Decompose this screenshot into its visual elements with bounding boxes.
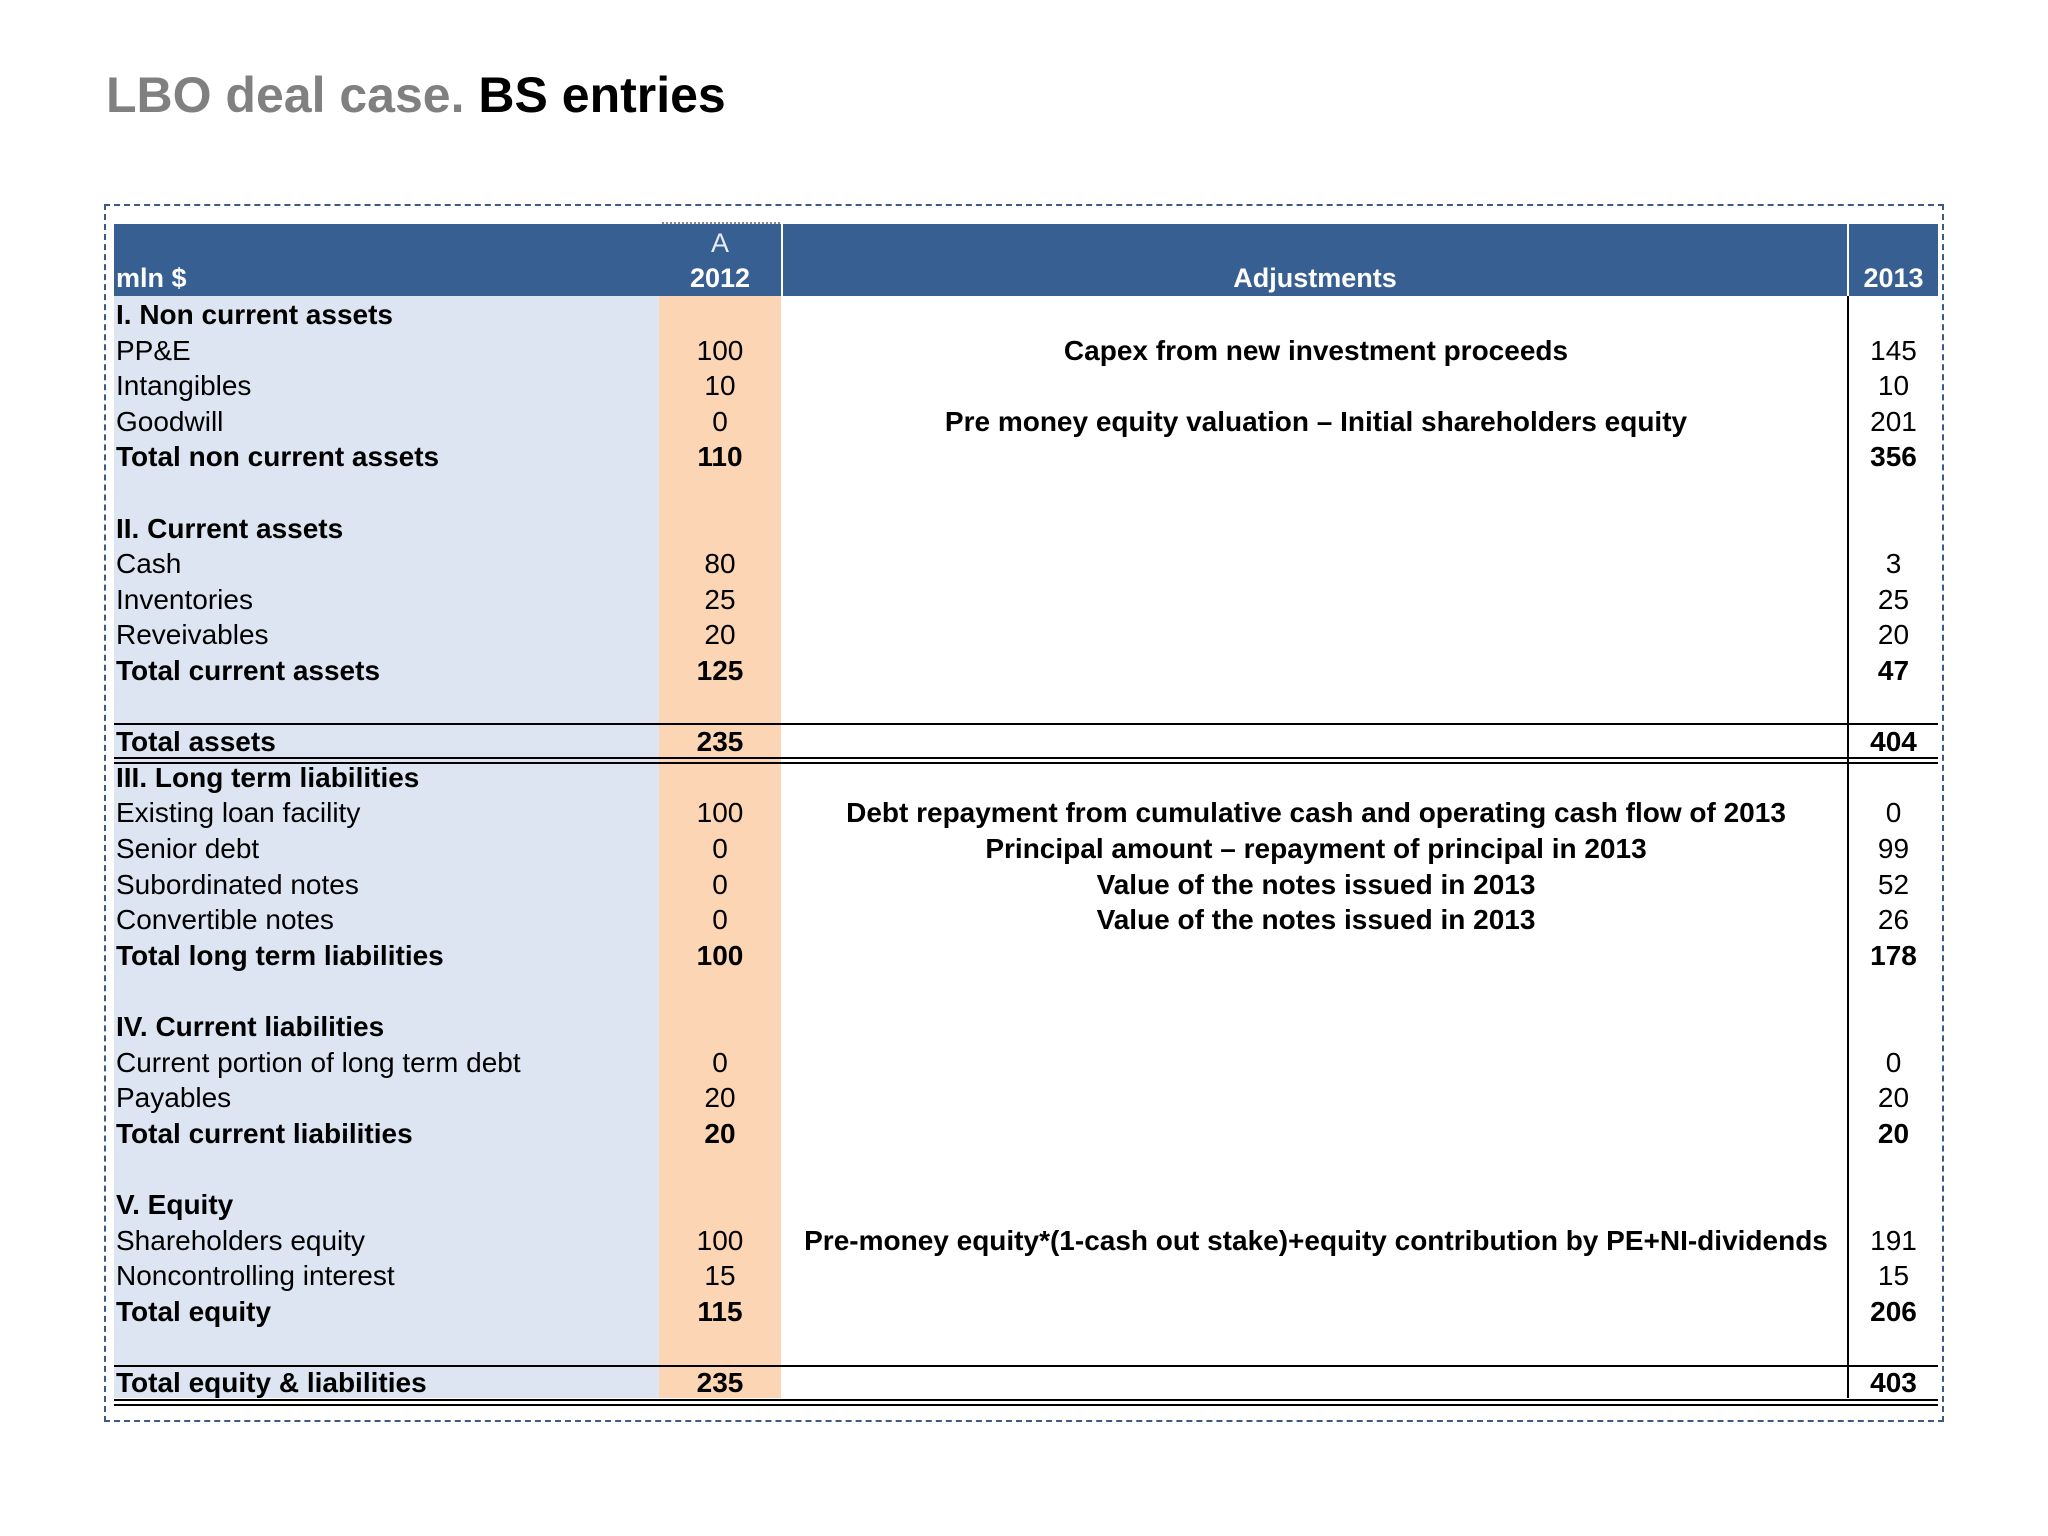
row-value-2012: 235 (696, 726, 744, 758)
row-adjustment: Principal amount – repayment of principal in 2013 (985, 833, 1647, 864)
row-value-2012: 100 (696, 1224, 744, 1256)
table-row (114, 1294, 1938, 1330)
row-label: Total non current assets (116, 441, 440, 473)
row-label: Current portion of long term debt (116, 1046, 521, 1078)
row-value-2013: 15 (1877, 1260, 1910, 1292)
row-label: I. Non current assets (116, 299, 393, 330)
row-value-2012: 125 (696, 655, 744, 686)
row-value-2012: 20 (704, 619, 736, 651)
table-row (114, 475, 1938, 511)
row-label: IV. Current liabilities (116, 1011, 385, 1042)
row-value-2013: 0 (1885, 797, 1902, 829)
row-value-2013: 20 (1877, 1117, 1910, 1149)
row-label: Intangibles (116, 370, 252, 402)
row-value-2012: 235 (696, 1367, 744, 1398)
row-value-2013: 206 (1870, 1295, 1917, 1327)
row-value-2013: 356 (1870, 441, 1917, 473)
row-label: Total current liabilities (116, 1117, 413, 1149)
row-adjustment: Pre money equity valuation – Initial shareholders equity (944, 405, 1688, 437)
table-row (114, 582, 1938, 618)
total-assets-top-rule (114, 723, 1938, 725)
table-row (114, 368, 1938, 404)
title-prefix: LBO deal case. (106, 67, 465, 123)
page-title (106, 66, 726, 124)
table-row (114, 938, 1938, 974)
table-row (114, 1365, 1938, 1401)
table-row (114, 1223, 1938, 1259)
row-value-2013: 52 (1877, 868, 1910, 900)
table-row (114, 760, 1938, 796)
row-label: Cash (116, 548, 182, 580)
table-row (114, 1080, 1938, 1116)
row-value-2013: 20 (1877, 1082, 1910, 1114)
row-value-2012: 0 (712, 405, 728, 437)
table-row (114, 1329, 1938, 1365)
row-value-2013: 191 (1870, 1224, 1917, 1256)
row-label: Subordinated notes (116, 868, 359, 900)
total-equity-liabilities-bottom-rule (114, 1399, 1938, 1406)
row-label: Convertible notes (116, 904, 334, 936)
header-unit-cell (114, 224, 659, 296)
row-value-2012: 0 (712, 868, 728, 900)
row-value-2012: 110 (697, 441, 743, 473)
row-label: Noncontrolling interest (116, 1260, 395, 1292)
row-label: Inventories (116, 583, 253, 615)
table-row (114, 902, 1938, 938)
row-value-2012: 25 (704, 583, 736, 615)
title-main: BS entries (478, 67, 726, 123)
row-value-2012: 100 (696, 334, 744, 366)
table-row (114, 511, 1938, 547)
table-row (114, 297, 1938, 333)
table-row (114, 653, 1938, 689)
header-2013: 2013 (1863, 263, 1924, 293)
table-row (114, 973, 1938, 1009)
row-adjustment: Value of the notes issued in 2013 (1096, 868, 1536, 900)
header-unit: mln $ (116, 263, 187, 293)
table-row (114, 617, 1938, 653)
table-row (114, 546, 1938, 582)
row-value-2013: 145 (1870, 334, 1917, 366)
row-value-2012: 100 (696, 797, 744, 829)
row-label: PP&E (116, 334, 191, 366)
row-value-2013: 26 (1877, 904, 1910, 936)
total-assets-bottom-rule (114, 757, 1938, 764)
row-value-2013: 25 (1877, 583, 1910, 615)
table-row (114, 1258, 1938, 1294)
row-label: V. Equity (116, 1189, 234, 1220)
row-value-2012: 100 (696, 939, 744, 971)
row-value-2012: 20 (704, 1117, 736, 1149)
total-equity-liabilities-top-rule (114, 1365, 1938, 1367)
row-value-2013: 201 (1870, 405, 1917, 437)
row-label: Total equity (116, 1295, 272, 1327)
row-value-2012: 115 (697, 1295, 743, 1327)
row-label: Payables (116, 1082, 232, 1114)
header-2012-top: A (710, 228, 729, 258)
row-label: Shareholders equity (116, 1224, 366, 1256)
row-label: Existing loan facility (116, 797, 361, 829)
table-row (114, 439, 1938, 475)
row-value-2013: 47 (1877, 655, 1910, 686)
row-label: Total current assets (116, 655, 381, 686)
table-row (114, 1116, 1938, 1152)
table-row (114, 867, 1938, 903)
row-label: Goodwill (116, 405, 224, 437)
row-label: II. Current assets (116, 512, 344, 544)
row-value-2013: 99 (1877, 833, 1910, 864)
row-value-2012: 10 (704, 370, 736, 402)
row-label: Total assets (116, 726, 276, 758)
row-adjustment: Value of the notes issued in 2013 (1096, 904, 1536, 936)
table-row (114, 724, 1938, 760)
header-adjustments: Adjustments (1233, 263, 1397, 293)
row-value-2013: 3 (1885, 548, 1902, 580)
table-row (114, 404, 1938, 440)
row-label: Senior debt (116, 833, 260, 864)
row-value-2012: 20 (704, 1082, 736, 1114)
table-row (114, 1187, 1938, 1223)
table-row (114, 333, 1938, 369)
table-row (114, 831, 1938, 867)
table-row (114, 689, 1938, 725)
row-value-2012: 80 (704, 548, 736, 580)
row-value-2013: 20 (1877, 619, 1910, 651)
header-adjustments-cell (783, 224, 1847, 296)
row-label: Total equity & liabilities (116, 1367, 427, 1398)
row-label: III. Long term liabilities (116, 761, 420, 793)
row-value-2013: 403 (1870, 1367, 1917, 1398)
row-value-2013: 0 (1885, 1046, 1902, 1078)
row-adjustment: Capex from new investment proceeds (1063, 334, 1569, 366)
header-2012-cell (659, 224, 781, 296)
row-adjustment: Debt repayment from cumulative cash and operating cash flow of 2013 (846, 797, 1786, 829)
row-value-2013: 404 (1870, 726, 1917, 758)
row-value-2012: 0 (712, 1046, 728, 1078)
row-value-2013: 178 (1870, 939, 1917, 971)
table-row (114, 1009, 1938, 1045)
row-value-2012: 15 (704, 1260, 736, 1292)
table-row (114, 1151, 1938, 1187)
table-row (114, 795, 1938, 831)
table-row (114, 1045, 1938, 1081)
row-label: Reveivables (116, 619, 269, 651)
header-2013-cell (1849, 224, 1938, 296)
row-value-2012: 0 (712, 904, 728, 936)
row-label: Total long term liabilities (116, 939, 444, 971)
row-value-2013: 10 (1877, 370, 1910, 402)
header-2012: 2012 (689, 263, 751, 293)
row-adjustment: Pre-money equity*(1-cash out stake)+equity contribution by PE+NI-dividends (804, 1224, 1828, 1256)
row-value-2012: 0 (712, 833, 728, 864)
